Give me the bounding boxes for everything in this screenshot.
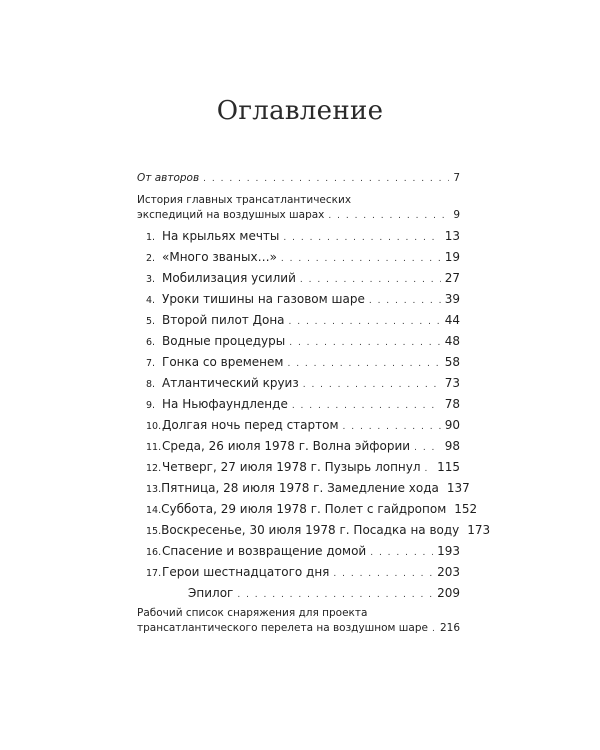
toc-entry-page: 7 (453, 172, 460, 184)
chapter-title: Водные процедуры (162, 334, 286, 348)
chapter-number: 1. (146, 232, 156, 243)
dot-leader (343, 422, 441, 432)
toc-chapter (146, 460, 460, 474)
toc-entry-label: От авторов (137, 172, 200, 184)
chapter-page: 152 (454, 502, 478, 516)
toc-entry-label: Эпилог (188, 586, 234, 600)
dot-leader (203, 174, 449, 184)
chapter-number: 15. (146, 526, 162, 537)
chapter-page: 78 (444, 397, 460, 411)
chapter-page: 44 (444, 313, 460, 327)
toc-chapter (146, 502, 478, 516)
chapter-page: 173 (467, 523, 491, 537)
chapter-title: На Ньюфаундленде (162, 397, 288, 411)
toc-chapter (146, 523, 491, 537)
chapter-number: 16. (146, 547, 162, 558)
chapter-title: Четверг, 27 июля 1978 г. Пузырь лопнул (162, 460, 421, 474)
toc-entry-epilogue (188, 586, 460, 600)
chapter-number: 4. (146, 295, 156, 306)
chapter-number: 2. (146, 253, 156, 264)
toc-chapter (146, 229, 460, 243)
dot-leader (289, 338, 440, 348)
toc-entry-page: 209 (437, 586, 460, 600)
chapter-title: Уроки тишины на газовом шаре (162, 292, 365, 306)
chapter-title: «Много званых…» (162, 250, 277, 264)
chapter-number: 5. (146, 316, 156, 327)
toc-entry-equipment (137, 606, 460, 637)
chapter-title: Второй пилот Дона (162, 313, 285, 327)
dot-leader (283, 233, 440, 243)
toc-chapter (146, 355, 460, 369)
chapter-title: Пятница, 28 июля 1978 г. Замедление хода (161, 481, 439, 495)
chapter-number: 3. (146, 274, 156, 285)
dot-leader (432, 622, 436, 637)
toc-chapter (146, 565, 460, 579)
chapter-number: 11. (146, 442, 162, 453)
toc-chapter (146, 397, 460, 411)
dot-leader (303, 380, 441, 390)
chapter-page: 73 (444, 376, 460, 390)
page-title: Оглавление (216, 96, 384, 126)
toc-chapter (146, 250, 460, 264)
chapter-number: 14. (146, 505, 162, 516)
chapter-number: 17. (146, 568, 162, 579)
chapter-title: Среда, 26 июля 1978 г. Волна эйфории (162, 439, 411, 453)
toc-chapter (146, 544, 460, 558)
chapter-title: Суббота, 29 июля 1978 г. Полет с гайдропом (161, 502, 447, 516)
chapter-number: 8. (146, 379, 156, 390)
dot-leader (328, 209, 449, 224)
chapter-page: 203 (437, 565, 460, 579)
chapter-page: 39 (444, 292, 460, 306)
toc-entry-label-line2: трансатлантического перелета на воздушном шаре (137, 622, 428, 634)
chapter-page: 48 (444, 334, 460, 348)
chapter-page: 19 (444, 250, 460, 264)
dot-leader (292, 401, 441, 411)
chapter-page: 90 (444, 418, 460, 432)
chapter-page: 115 (437, 460, 460, 474)
toc-chapter (146, 376, 460, 390)
toc-entry-history (137, 193, 460, 224)
chapter-page: 58 (444, 355, 460, 369)
chapter-page: 193 (437, 544, 460, 558)
dot-leader (289, 317, 441, 327)
toc-entry-label-line1: История главных трансатлантических (137, 194, 352, 206)
toc-chapter (146, 292, 460, 306)
toc-entry-label-line1: Рабочий список снаряжения для проекта (137, 607, 368, 619)
chapter-page: 27 (444, 271, 460, 285)
dot-leader (414, 443, 441, 453)
dot-leader (237, 590, 433, 600)
dot-leader (425, 464, 434, 474)
toc-entry-authors (137, 172, 460, 184)
chapter-number: 7. (146, 358, 156, 369)
toc-chapter (146, 313, 460, 327)
toc-chapter (146, 271, 460, 285)
chapter-page: 98 (444, 439, 460, 453)
toc-chapter (146, 334, 460, 348)
chapter-title: Гонка со временем (162, 355, 284, 369)
chapter-number: 9. (146, 400, 156, 411)
chapter-title: Воскресенье, 30 июля 1978 г. Посадка на воду (161, 523, 460, 537)
toc-entry-label-line2: экспедиций на воздушных шарах (137, 209, 325, 221)
toc-chapter (146, 481, 470, 495)
chapter-title: Долгая ночь перед стартом (162, 418, 339, 432)
chapter-page: 137 (446, 481, 470, 495)
chapter-title: Спасение и возвращение домой (162, 544, 367, 558)
chapter-title: Атлантический круиз (162, 376, 299, 390)
chapter-title: Герои шестнадцатого дня (162, 565, 330, 579)
toc-chapter (146, 418, 460, 432)
toc-entry-page: 9 (453, 209, 460, 221)
chapter-number: 10. (146, 421, 162, 432)
dot-leader (333, 569, 433, 579)
chapter-title: Мобилизация усилий (162, 271, 296, 285)
toc-chapter (146, 439, 460, 453)
dot-leader (370, 548, 433, 558)
dot-leader (287, 359, 440, 369)
toc-entry-page: 216 (439, 622, 460, 634)
dot-leader (369, 296, 441, 306)
chapter-number: 13. (146, 484, 162, 495)
chapter-page: 13 (444, 229, 460, 243)
chapter-number: 6. (146, 337, 156, 348)
chapter-title: На крыльях мечты (162, 229, 280, 243)
dot-leader (281, 254, 441, 264)
dot-leader (300, 275, 441, 285)
chapter-number: 12. (146, 463, 162, 474)
